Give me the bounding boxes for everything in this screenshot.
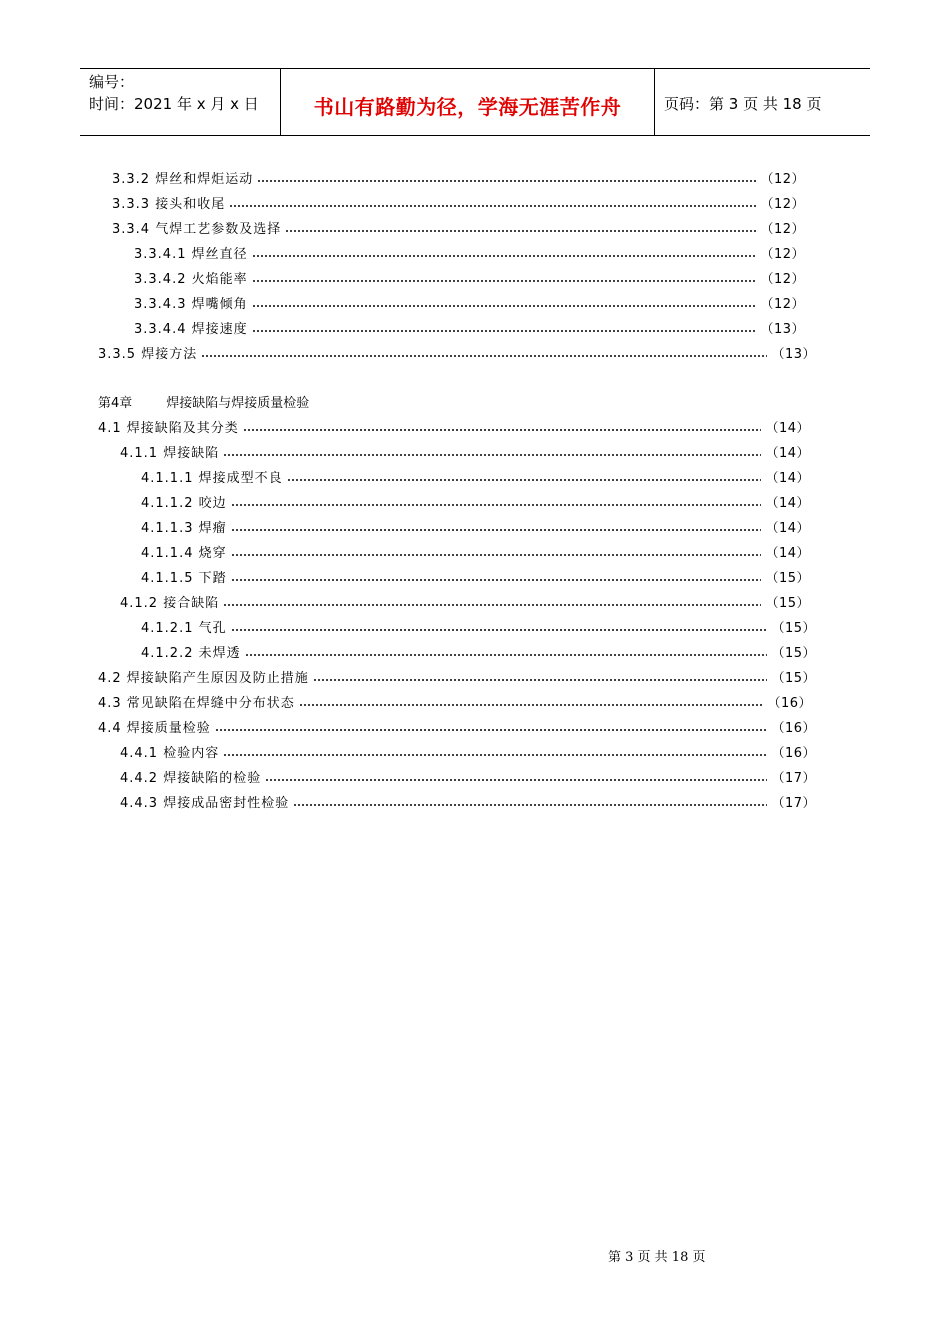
toc-entry-page: （15） [771, 621, 816, 636]
page-code: 页码：第 3 页 共 18 页 [664, 95, 822, 113]
toc-entry-title: 4.1.1.2 咬边 [141, 496, 227, 511]
toc-entry [141, 494, 810, 514]
toc-entry-title: 3.3.4.2 火焰能率 [134, 272, 248, 287]
toc-dot-leader [231, 629, 768, 631]
time-label: 时间：2021 年 x 月 x 日 [89, 95, 259, 113]
toc-entry-title: 4.1.2.2 未焊透 [141, 646, 241, 661]
number-label: 编号： [89, 73, 135, 91]
toc-entry-page: （14） [765, 521, 810, 536]
toc-dot-leader [313, 679, 768, 681]
toc-entry-page: （14） [765, 421, 810, 436]
toc-dot-leader [252, 255, 757, 257]
toc-dot-leader [252, 305, 757, 307]
toc-entry-page: （12） [760, 197, 805, 212]
toc-entry [98, 719, 816, 739]
chapter-title: 焊接缺陷与焊接质量检验 [166, 396, 310, 411]
toc-entry-page: （16） [767, 696, 812, 711]
toc-dot-leader [252, 280, 757, 282]
toc-entry-title: 3.3.4.4 焊接速度 [134, 322, 248, 337]
toc-dot-leader [231, 504, 762, 506]
toc-entry-page: （12） [760, 247, 805, 262]
toc-entry-page: （13） [771, 347, 816, 362]
toc-dot-leader [229, 205, 756, 207]
toc-entry-page: （15） [771, 671, 816, 686]
toc-entry-title: 4.1.2 接合缺陷 [120, 596, 220, 611]
toc-entry-page: （15） [765, 571, 810, 586]
toc-entry [98, 345, 816, 365]
toc-entry-page: （15） [771, 646, 816, 661]
toc-dot-leader [287, 479, 762, 481]
toc-entry [141, 544, 810, 564]
toc-dot-leader [231, 554, 762, 556]
toc-entry-title: 4.2 焊接缺陷产生原因及防止措施 [98, 671, 309, 686]
toc-entry [98, 694, 812, 714]
toc-entry-page: （12） [760, 272, 805, 287]
toc-dot-leader [265, 779, 767, 781]
toc-entry-title: 4.4.2 焊接缺陷的检验 [120, 771, 262, 786]
toc-dot-leader [223, 754, 767, 756]
toc-dot-leader [285, 230, 756, 232]
toc-entry-page: （16） [771, 721, 816, 736]
toc-dot-leader [245, 654, 768, 656]
chapter-number: 第4章 [98, 396, 133, 411]
toc-entry-title: 4.4.1 检验内容 [120, 746, 220, 761]
toc-entry-title: 4.1 焊接缺陷及其分类 [98, 421, 239, 436]
toc-entry-title: 4.1.1.3 焊瘤 [141, 521, 227, 536]
toc-entry [98, 669, 816, 689]
toc-entry [112, 170, 805, 190]
toc-entry [134, 270, 805, 290]
toc-entry [141, 569, 810, 589]
toc-entry-page: （14） [765, 446, 810, 461]
toc-entry [134, 245, 805, 265]
toc-dot-leader [223, 604, 761, 606]
toc-entry-title: 3.3.4.3 焊嘴倾角 [134, 297, 248, 312]
toc-entry [120, 794, 816, 814]
toc-entry [134, 320, 805, 340]
toc-entry-title: 3.3.4.1 焊丝直径 [134, 247, 248, 262]
toc-entry-title: 4.4 焊接质量检验 [98, 721, 211, 736]
toc-entry [141, 469, 810, 489]
toc-entry [141, 644, 816, 664]
toc-dot-leader [299, 704, 764, 706]
toc-entry-title: 4.4.3 焊接成品密封性检验 [120, 796, 290, 811]
toc-entry [120, 594, 810, 614]
toc-dot-leader [257, 180, 756, 182]
toc-entry [98, 419, 810, 439]
toc-dot-leader [231, 579, 762, 581]
toc-entry-title: 3.3.5 焊接方法 [98, 347, 198, 362]
toc-entry-title: 4.1.1 焊接缺陷 [120, 446, 220, 461]
toc-dot-leader [252, 330, 757, 332]
toc-entry-page: （14） [765, 546, 810, 561]
toc-entry-title: 4.1.1.1 焊接成型不良 [141, 471, 283, 486]
toc-entry-page: （17） [771, 771, 816, 786]
toc-entry-title: 4.3 常见缺陷在焊缝中分布状态 [98, 696, 295, 711]
toc-dot-leader [215, 729, 768, 731]
toc-entry-title: 3.3.4 气焊工艺参数及选择 [112, 222, 282, 237]
toc-entry [112, 195, 805, 215]
toc-entry-page: （12） [760, 172, 805, 187]
toc-dot-leader [201, 355, 767, 357]
chapter-heading [98, 394, 309, 414]
toc-entry-page: （16） [771, 746, 816, 761]
toc-entry [141, 619, 816, 639]
toc-entry-page: （12） [760, 297, 805, 312]
toc-dot-leader [223, 454, 761, 456]
toc-entry-page: （14） [765, 471, 810, 486]
toc-entry-title: 3.3.3 接头和收尾 [112, 197, 226, 212]
toc-entry-page: （13） [760, 322, 805, 337]
toc-dot-leader [293, 804, 767, 806]
toc-entry-title: 4.1.1.4 烧穿 [141, 546, 227, 561]
toc-entry-page: （17） [771, 796, 816, 811]
toc-entry-page: （12） [760, 222, 805, 237]
toc-entry-title: 4.1.1.5 下踏 [141, 571, 227, 586]
toc-entry-page: （15） [765, 596, 810, 611]
page-footer: 第 3 页 共 18 页 [608, 1250, 706, 1265]
toc-entry-title: 4.1.2.1 气孔 [141, 621, 227, 636]
toc-entry [120, 444, 810, 464]
toc-dot-leader [231, 529, 762, 531]
toc-entry [112, 220, 805, 240]
toc-entry [120, 744, 816, 764]
toc-entry [134, 295, 805, 315]
motto-text: 书山有路勤为径，学海无涯苦作舟 [313, 95, 622, 119]
toc-entry [141, 519, 810, 539]
toc-entry-page: （14） [765, 496, 810, 511]
toc-entry-title: 3.3.2 焊丝和焊炬运动 [112, 172, 254, 187]
toc-entry [120, 769, 816, 789]
toc-dot-leader [243, 429, 762, 431]
